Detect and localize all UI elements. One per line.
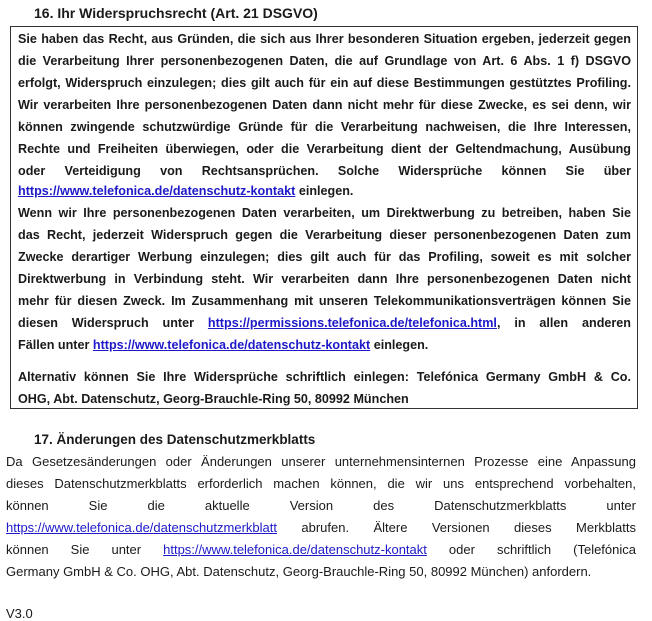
paragraph-line: dieses Datenschutzmerkblatts erforderlich machen können, die wir uns entsprechend vorbehalten, (6, 476, 636, 491)
datenschutz-kontakt-link[interactable]: https://www.telefonica.de/datenschutz-kontakt (163, 542, 427, 557)
box-line: können zwingende schutzwürdige Gründe für die Verarbeitung nachweisen, die Ihre Interessen, (18, 120, 631, 134)
datenschutz-kontakt-link[interactable]: https://www.telefonica.de/datenschutz-kontakt (18, 184, 296, 198)
paragraph-line (6, 499, 636, 512)
box-line: Sie haben das Recht, aus Gründen, die sich aus Ihrer besonderen Situation ergeben, jederzeit gegen (18, 32, 631, 46)
box-line: Zwecke derartiger Werbung einzulegen; dies gilt auch für das Profiling, soweit es mit solcher (18, 250, 631, 264)
box-line: Fällen unter https://www.telefonica.de/datenschutz-kontakt einlegen. (18, 338, 429, 352)
datenschutz-kontakt-link[interactable]: https://www.telefonica.de/datenschutz-kontakt (92, 338, 371, 352)
version-label: V3.0 (6, 606, 33, 621)
paragraph-line: können Sie unter https://www.telefonica.de/datenschutz-kontakt oder schriftlich (Telefónica (6, 542, 637, 557)
section-16-heading: 16. Ihr Widerspruchsrecht (Art. 21 DSGVO) (34, 5, 318, 21)
box-line: Wenn wir Ihre personenbezogenen Daten verarbeiten, um Direktwerbung zu betreiben, haben Sie (18, 206, 631, 220)
paragraph-line: https://www.telefonica.de/datenschutzmerkblatt abrufen. Ältere Versionen dieses Merkblatts (6, 520, 636, 535)
datenschutzmerkblatt-link[interactable]: https://www.telefonica.de/datenschutzmerkblatt (6, 520, 277, 535)
box-line: https://www.telefonica.de/datenschutz-kontakt einlegen. (18, 184, 354, 198)
box-line: die Verarbeitung Ihrer personenbezogenen Daten, die auf Grundlage von Art. 6 Abs. 1 f) DSGVO (18, 54, 631, 68)
box-line: erfolgt, Widerspruch einzulegen; dies gilt auch für ein auf diese Bestimmungen gestütztes Profiling. (18, 76, 631, 90)
box-line: das Recht, jederzeit Widerspruch gegen die Verarbeitung dieser personenbezogenen Daten zum (18, 228, 631, 242)
section-17-heading: 17. Änderungen des Datenschutzmerkblatts (34, 432, 316, 447)
paragraph-line: Germany GmbH & Co. OHG, Abt. Datenschutz, Georg-Brauchle-Ring 50, 80992 München) anfordern. (6, 564, 592, 579)
box-line: mehr für diesen Zweck. Im Zusammenhang mit unseren Telekommunikationsverträgen können Sie (18, 294, 631, 308)
box-line: Direktwerbung in Verbindung steht. Wir verarbeiten dann Ihre personenbezogenen Daten nicht (18, 272, 631, 286)
box-line: Alternativ können Sie Ihre Widersprüche schriftlich einlegen: Telefónica Germany GmbH & Co. (18, 370, 631, 384)
box-line: Wir verarbeiten Ihre personenbezogenen Daten dann nicht mehr für diese Zwecke, es sei denn, wir (18, 98, 631, 112)
box-line: diesen Widerspruch unter https://permissions.telefonica.de/telefonica.html, in allen anderen (18, 316, 631, 330)
box-line: oder Verteidigung von Rechtsansprüchen. Solche Widersprüche können Sie über (18, 164, 631, 178)
box-line: Rechte und Freiheiten überwiegen, oder die Verarbeitung dient der Geltendmachung, Ausübung (18, 142, 631, 156)
paragraph-line: Da Gesetzesänderungen oder Änderungen unserer unternehmensinternen Prozesse eine Anpassung (6, 454, 636, 469)
box-line: OHG, Abt. Datenschutz, Georg-Brauchle-Ring 50, 80992 München (18, 392, 409, 406)
paragraph-text: können Sie die aktuelle Version des Datenschutzmerkblatts unter (6, 498, 636, 513)
permissions-link[interactable]: https://permissions.telefonica.de/telefonica.html (207, 316, 497, 330)
objection-right-box (10, 26, 638, 409)
